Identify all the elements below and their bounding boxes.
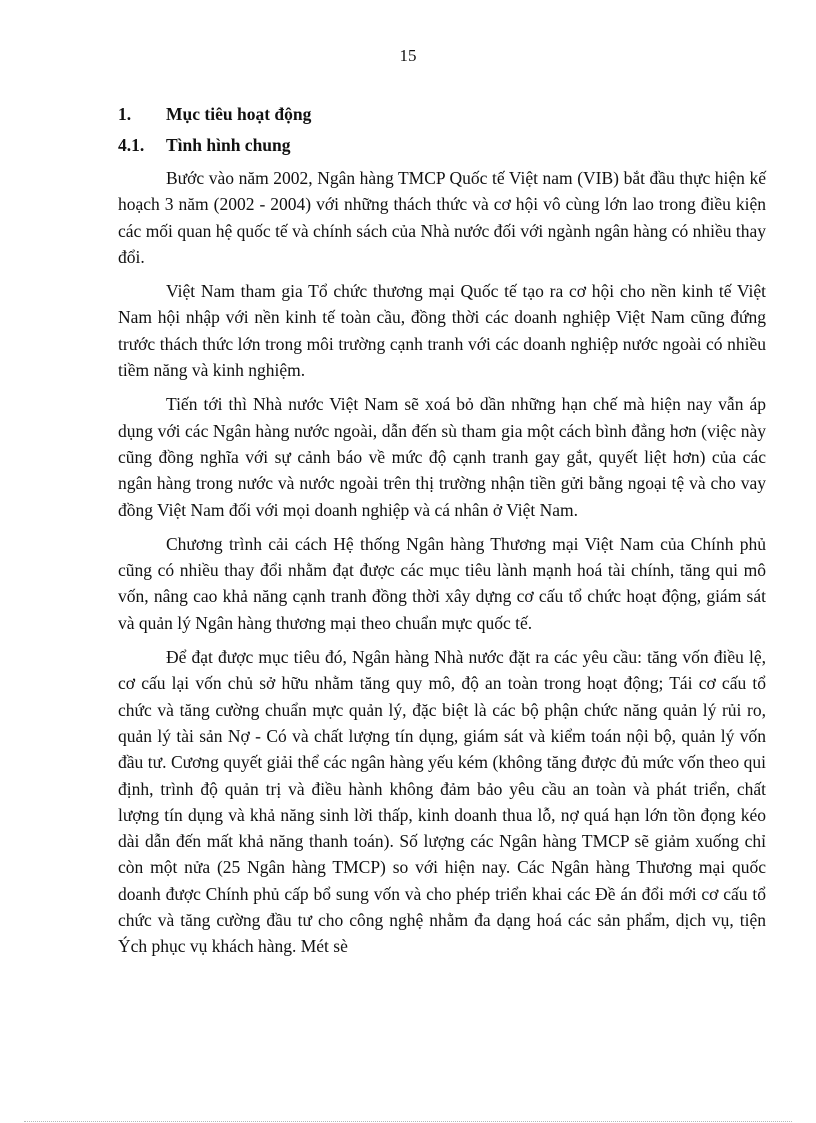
section-title: Mục tiêu hoạt động [166,104,312,124]
paragraph: Tiến tới thì Nhà nước Việt Nam sẽ xoá bỏ dần những hạn chế mà hiện nay vẫn áp dụng với các Ngân hàng nước ngoài, dẫn đến sù tham gia một cách bình đẳng hơn (việc này cũng đồng nghĩa với sự cảnh báo về mức độ cạnh tranh gay gắt, quyết liệt hơn) của các ngân hàng trong nước và nước ngoài trên thị trường nhận tiền gửi bằng ngoại tệ và cho vay đồng Việt Nam đối với mọi doanh nghiệp và cá nhân ở Việt Nam. [118,394,766,520]
document-body [118,100,766,968]
subsection-title: Tình hình chung [166,135,291,155]
paragraph: Việt Nam tham gia Tổ chức thương mại Quốc tế tạo ra cơ hội cho nền kinh tế Việt Nam hội nhập với nền kinh tế toàn cầu, đồng thời các doanh nghiệp Việt Nam cũng đứng trước thách thức lớn trong môi trường cạnh tranh với các doanh nghiệp nước ngoài có nhiều tiềm năng và kinh nghiệm. [118,281,766,381]
paragraph: Để đạt được mục tiêu đó, Ngân hàng Nhà nước đặt ra các yêu cầu: tăng vốn điều lệ, cơ cấu lại vốn chủ sở hữu nhằm tăng quy mô, độ an toàn trong hoạt động; Tái cơ cấu tổ chức và tăng cường chuẩn mực quản lý, đặc biệt là các bộ phận chức năng quản lý rủi ro, quản lý tài sản Nợ - Có và chất lượng tín dụng, giám sát và kiểm toán nội bộ, quản lý vốn đầu tư. Cương quyết giải thể các ngân hàng yếu kém (không tăng được đủ mức vốn theo qui định, trình độ quản trị và điều hành không đảm bảo yêu cầu an toàn và phát triển, chất lượng tín dụng và khả năng sinh lời thấp, kinh doanh thua lỗ, nợ quá hạn lớn tồn đọng kéo dài dẫn đến mất khả năng thanh toán). Số lượng các Ngân hàng TMCP sẽ giảm xuống chỉ còn một nửa (25 Ngân hàng TMCP) so với hiện nay. Các Ngân hàng Thương mại quốc doanh được Chính phủ cấp bổ sung vốn và cho phép triển khai các Đề án đổi mới cơ cấu tổ chức và tăng cường đầu tư cho công nghệ nhằm đa dạng hoá các sản phẩm, dịch vụ, tiện Ých phục vụ khách hàng. Mét sè [118,647,766,957]
subsection-heading [118,131,766,159]
section-number: 1. [118,104,132,124]
paragraph: Chương trình cải cách Hệ thống Ngân hàng Thương mại Việt Nam của Chính phủ cũng có nhiều thay đổi nhằm đạt được các mục tiêu lành mạnh hoá tài chính, tăng qui mô vốn, nâng cao khả năng cạnh tranh đồng thời xây dựng cơ cấu tổ chức hoạt động, giám sát và quản lý Ngân hàng thương mại theo chuẩn mực quốc tế. [118,533,766,633]
paragraph: Bước vào năm 2002, Ngân hàng TMCP Quốc tế Việt nam (VIB) bắt đầu thực hiện kế hoạch 3 năm (2002 - 2004) với những thách thức và cơ hội vô cùng lớn lao trong điều kiện các mối quan hệ quốc tế và chính sách của Nhà nước đối với ngành ngân hàng có nhiều thay đổi. [118,168,766,267]
page-bottom-divider [24,1121,792,1122]
section-heading [118,100,766,128]
subsection-number: 4.1. [118,135,145,155]
page-number: 15 [399,46,417,65]
